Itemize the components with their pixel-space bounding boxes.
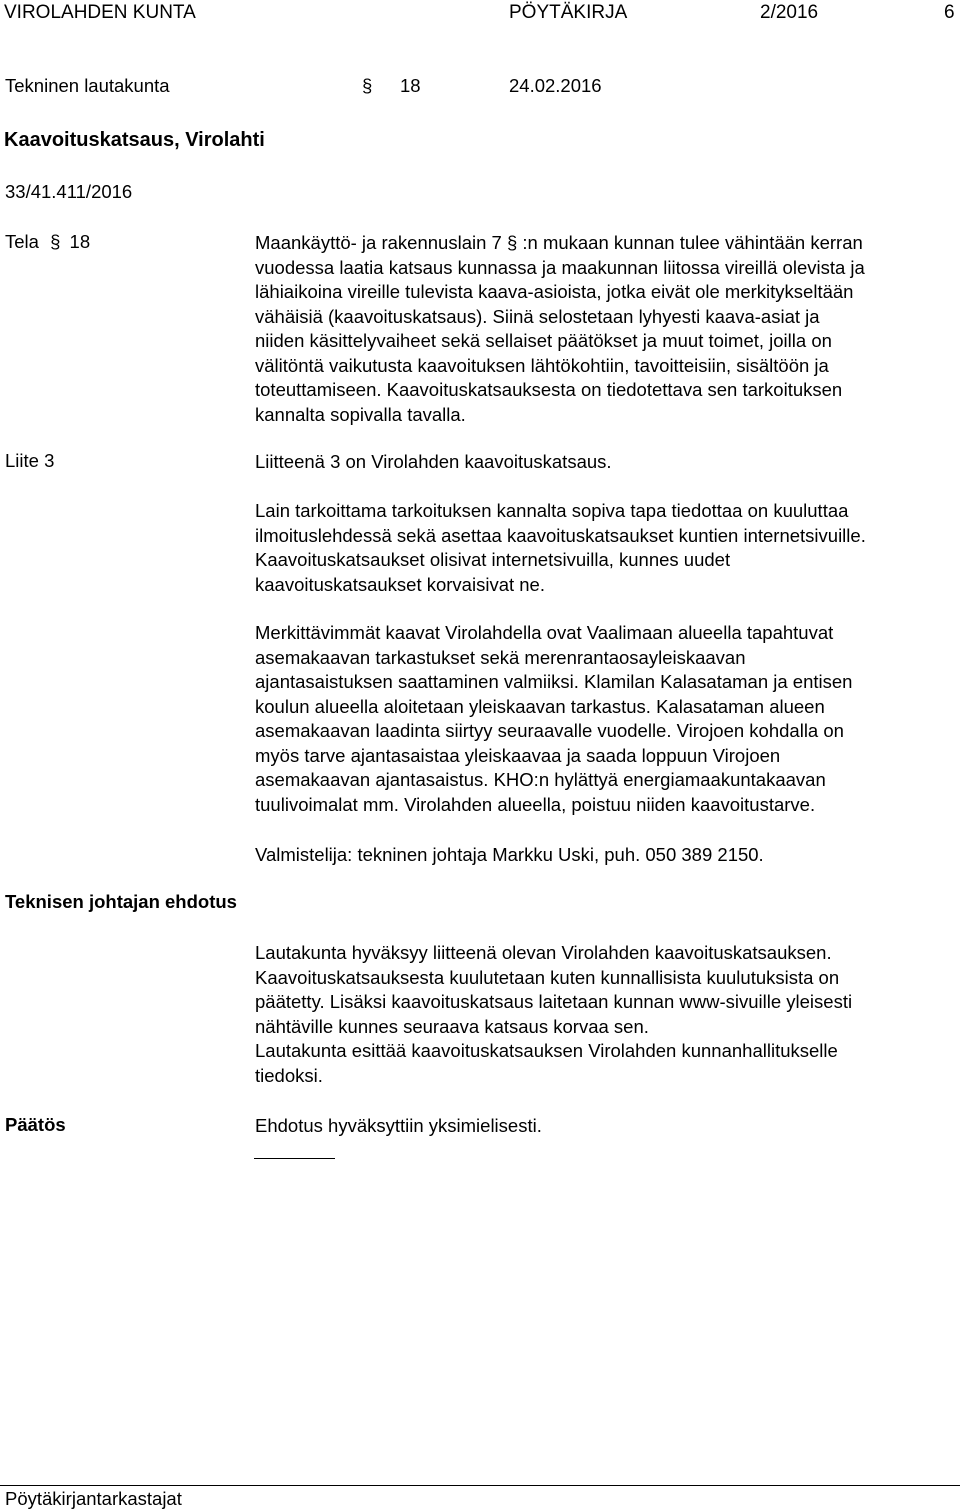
decision-underline bbox=[254, 1158, 335, 1159]
text-line: vähäisiä (kaavoituskatsaus). Siinä selostetaan lyhyesti kaava-asiat ja bbox=[255, 305, 820, 327]
municipality-name: VIROLAHDEN KUNTA bbox=[4, 2, 196, 23]
attachment-line bbox=[255, 450, 955, 475]
footer-divider bbox=[0, 1485, 960, 1486]
decision-heading: Päätös bbox=[5, 1114, 66, 1135]
text-line: päätetty. Lisäksi kaavoituskatsaus laitetaan kunnan www-sivuille yleisesti bbox=[255, 991, 853, 1012]
paragraph-legal-basis bbox=[255, 231, 955, 427]
footer-label: Pöytäkirjantarkastajat bbox=[5, 1488, 182, 1509]
text-line: Maankäyttö- ja rakennuslain 7 § :n mukaan kunnan tulee vähintään kerran bbox=[255, 232, 863, 253]
board-name: Tekninen lautakunta bbox=[5, 75, 170, 96]
text-line: toteuttamiseen. Kaavoituskatsauksesta on tiedotettava sen tarkoituksen bbox=[255, 379, 843, 400]
tela-section-symbol: § bbox=[50, 231, 61, 252]
page-number: 6 bbox=[944, 2, 955, 23]
paragraph-key-plans bbox=[255, 621, 955, 817]
text-line: niiden käsittelyvaiheet sekä sellaiset päätökset ja muut toimet, joilla on bbox=[255, 330, 832, 351]
text-line: Kaavoituskatsaukset olisivat internetsivuilla, kunnes uudet bbox=[255, 549, 731, 570]
preparer-line bbox=[255, 843, 955, 868]
text-line: Kaavoituskatsauksesta kuulutetaan kuten kunnallisista kuulutuksista on bbox=[255, 966, 840, 988]
text-line: tuulivoimalat mm. Virolahden alueella, poistuu niiden kaavoitustarve. bbox=[255, 793, 816, 815]
text-line: Lautakunta esittää kaavoituskatsauksen Virolahden kunnanhallitukselle bbox=[255, 1040, 838, 1061]
text-line: ilmoituslehdessä sekä asettaa kaavoituskatsaukset kuntien internetsivuille. bbox=[255, 524, 866, 546]
paragraph-publication bbox=[255, 499, 955, 597]
text-line: Liitteenä 3 on Virolahden kaavoituskatsaus. bbox=[255, 451, 612, 472]
tela-section-number: 18 bbox=[69, 231, 91, 252]
item-reference: 33/41.411/2016 bbox=[5, 181, 133, 202]
text-line: Valmistelija: tekninen johtaja Markku Uski, puh. 050 389 2150. bbox=[255, 844, 764, 865]
text-line: asemakaavan tarkastukset sekä merenrantaosayleiskaavan bbox=[255, 646, 746, 668]
item-title: Kaavoituskatsaus, Virolahti bbox=[4, 129, 265, 151]
text-line: kannalta sopivalla tavalla. bbox=[255, 403, 466, 425]
tela-label bbox=[5, 231, 90, 253]
text-line: ajantasaistuksen saattaminen valmiiksi. Klamilan Kalasataman ja entisen bbox=[255, 671, 853, 692]
document-number: 2/2016 bbox=[760, 2, 819, 23]
text-line: Lautakunta hyväksyy liitteenä olevan Virolahden kaavoituskatsauksen. bbox=[255, 942, 832, 963]
decision-line bbox=[255, 1114, 955, 1139]
tela-prefix: Tela bbox=[5, 231, 39, 252]
attachment-label: Liite 3 bbox=[5, 450, 55, 471]
text-line: Ehdotus hyväksyttiin yksimielisesti. bbox=[255, 1115, 542, 1136]
text-line: lähiaikoina vireille tulevista kaava-asioista, jotka eivät ole merkitykseltään bbox=[255, 281, 854, 302]
text-line: tiedoksi. bbox=[255, 1064, 323, 1086]
text-line: koulun alueella aloitetaan yleiskaavan tarkastus. Kalasataman alueen bbox=[255, 695, 825, 717]
proposal-heading: Teknisen johtajan ehdotus bbox=[5, 891, 237, 912]
section-number: 18 bbox=[400, 75, 421, 96]
text-line: nähtäville kunnes seuraava katsaus korvaa sen. bbox=[255, 1015, 649, 1037]
section-symbol: § bbox=[362, 75, 373, 96]
text-line: Lain tarkoittama tarkoituksen kannalta sopiva tapa tiedottaa on kuuluttaa bbox=[255, 500, 849, 521]
paragraph-proposal bbox=[255, 941, 955, 1088]
document-type: PÖYTÄKIRJA bbox=[509, 2, 628, 23]
text-line: asemakaavan ajantasaistus. KHO:n hylättyä energiamaakuntakaavan bbox=[255, 769, 826, 790]
text-line: välitöntä vaikutusta kaavoituksen lähtökohtiin, tavoitteisiin, sisältöön ja bbox=[255, 354, 829, 376]
text-line: vuodessa laatia katsaus kunnassa ja maakunnan liitossa vireillä olevista ja bbox=[255, 256, 865, 278]
text-line: myös tarve ajantasaistaa yleiskaavaa ja saada loppuun Virojoen bbox=[255, 744, 781, 766]
text-line: asemakaavan laadinta siirtyy seuraavalle vuodelle. Virojoen kohdalla on bbox=[255, 720, 844, 741]
text-line: kaavoituskatsaukset korvaisivat ne. bbox=[255, 573, 545, 595]
text-line: Merkittävimmät kaavat Virolahdella ovat Vaalimaan alueella tapahtuvat bbox=[255, 622, 834, 643]
meeting-date: 24.02.2016 bbox=[509, 75, 602, 96]
